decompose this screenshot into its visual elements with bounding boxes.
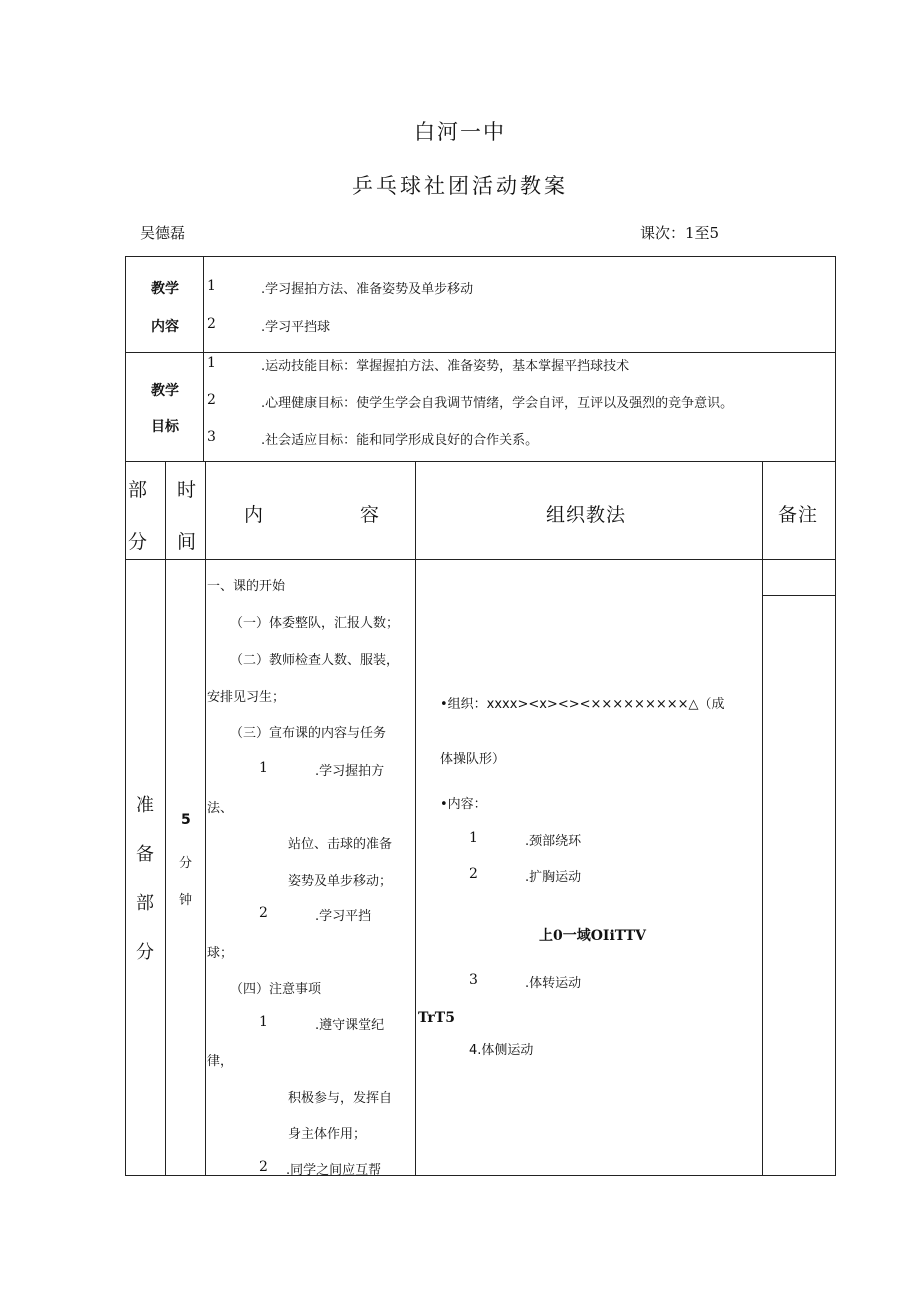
list-item: .学习握拍方法、准备姿势及单步移动 — [261, 282, 474, 297]
teaching-content-label: 教学 — [151, 281, 179, 297]
header-time: 间 — [177, 531, 197, 553]
teaching-goals-label: 教学 — [151, 383, 179, 399]
school-name: 白河一中 — [414, 120, 506, 144]
list-item: .心理健康目标：使学生学会自我调节情绪，学会自评，互评以及强烈的竞争意识。 — [261, 396, 734, 411]
header-part: 分 — [128, 531, 148, 553]
list-item-number: 2 — [207, 392, 216, 408]
teaching-content-label: 内容 — [151, 319, 179, 335]
teaching-goals-label: 目标 — [151, 419, 179, 435]
page-title: 乒乓球社团活动教案 — [352, 174, 568, 198]
list-item: .社会适应目标：能和同学形成良好的合作关系。 — [261, 433, 539, 448]
author-name: 吴德磊 — [140, 224, 186, 242]
header-remark: 备注 — [778, 504, 819, 526]
header-part: 部 — [128, 479, 148, 501]
header-time: 时 — [177, 479, 197, 501]
list-item-number: 3 — [207, 429, 216, 445]
list-item: .运动技能目标：掌握握拍方法、准备姿势，基本掌握平挡球技术 — [261, 359, 630, 374]
lesson-number: 课次：1至5 — [640, 224, 720, 242]
list-item-number: 2 — [207, 316, 216, 332]
list-item-number: 1 — [207, 278, 216, 294]
header-method: 组织教法 — [546, 504, 627, 526]
list-item: .学习平挡球 — [261, 320, 331, 335]
header-content: 容 — [360, 504, 380, 526]
list-item-number: 1 — [207, 355, 216, 371]
header-content: 内 — [244, 504, 264, 526]
